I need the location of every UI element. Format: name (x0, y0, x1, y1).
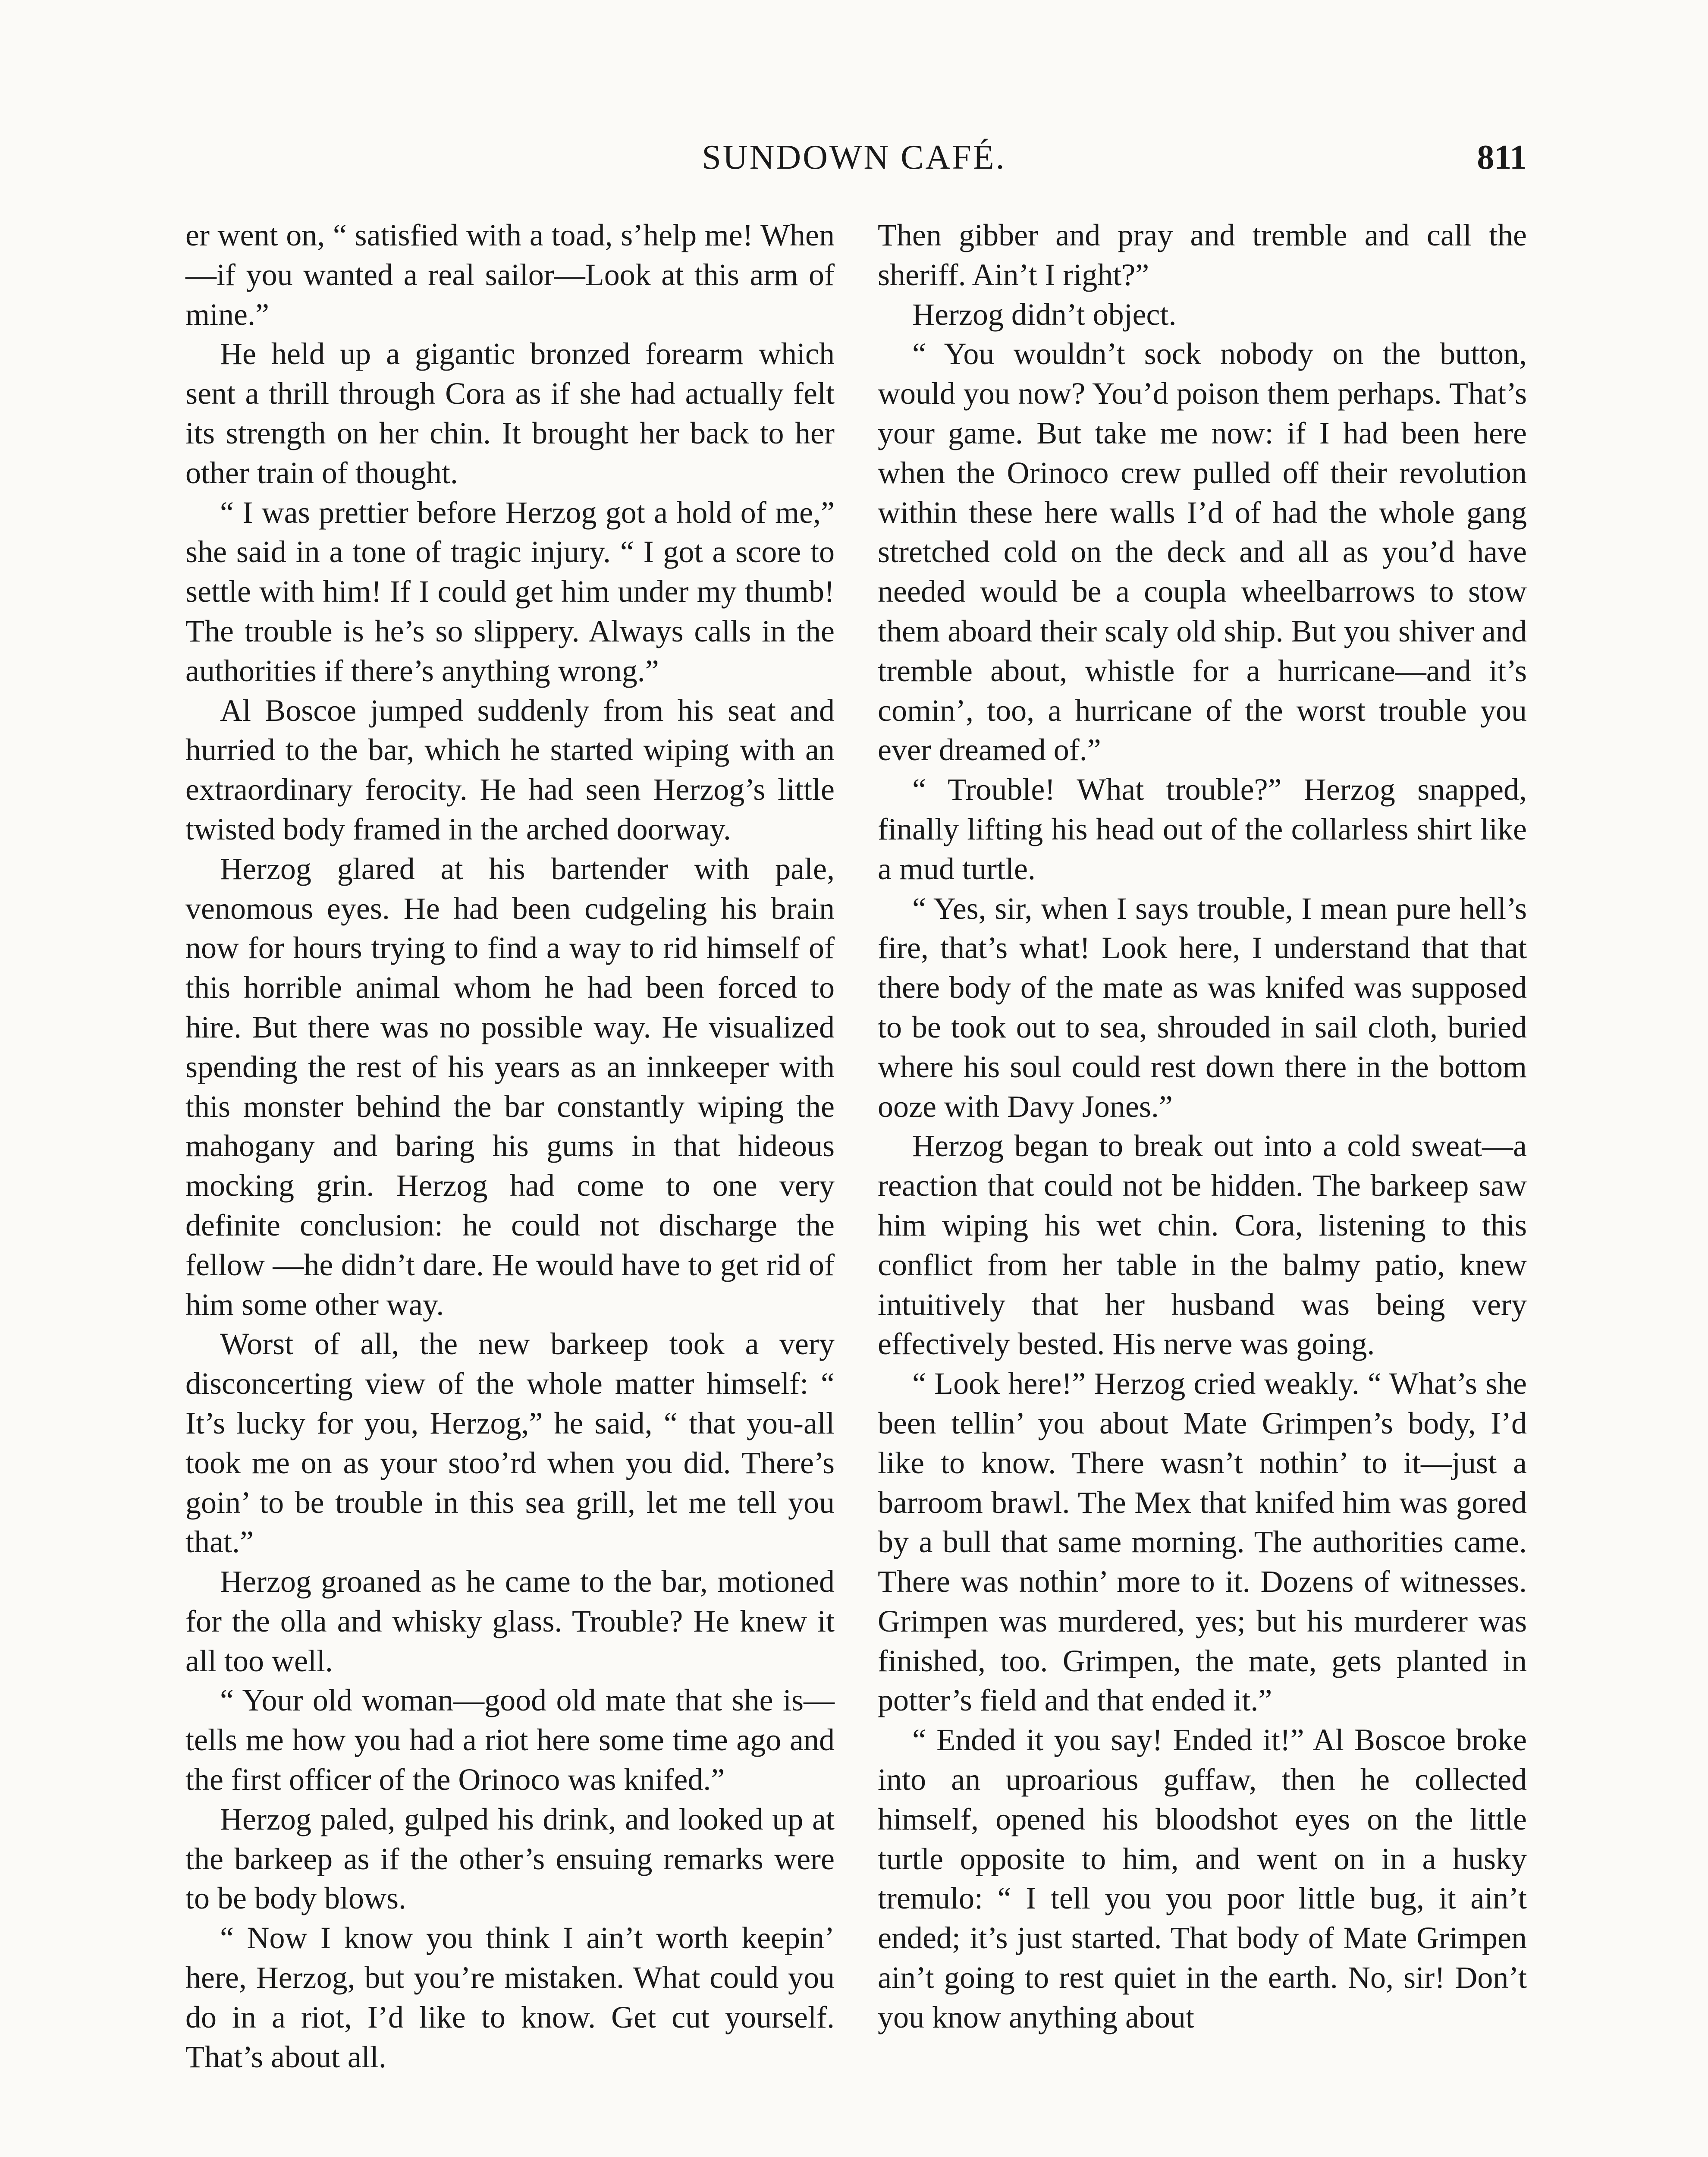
paragraph: “ Now I know you think I ain’t worth keepin’ here, Herzog, but you’re mistaken. What could you do in a riot, I’d like to know. Get cut yourself. That’s about all. (185, 1921, 835, 2074)
page-number: 811 (1477, 138, 1527, 176)
paragraph: Then gibber and pray and tremble and call the sheriff. Ain’t I right?” (878, 218, 1527, 292)
paragraph: “ Yes, sir, when I says trouble, I mean pure hell’s fire, that’s what! Look here, I understand that that there body of the mate as was knifed was supposed to be took out to sea, shrouded in sail cloth, buried where his soul could rest down there in the bottom ooze with Davy Jones.” (878, 891, 1527, 1124)
paragraph: “ Your old woman—good old mate that she is—tells me how you had a riot here some time ago and the first officer of the Orinoco was knifed.” (185, 1683, 835, 1797)
running-title: SUNDOWN CAFÉ. (702, 138, 1006, 176)
paragraph: Worst of all, the new barkeep took a very disconcerting view of the whole matter himself: “ It’s lucky for you, Herzog,” he said, “ that you-all took me on as your stoo’rd when you did. There’s goin’ to be trouble in this sea grill, let me tell you that.” (185, 1327, 835, 1560)
paragraph: Al Boscoe jumped suddenly from his seat and hurried to the bar, which he started wiping with an extraordinary ferocity. He had seen Herzog’s little twisted body framed in the arched doorway. (185, 693, 835, 846)
paragraph: Herzog began to break out into a cold sweat—a reaction that could not be hidden. The barkeep saw him wiping his wet chin. Cora, listening to this conflict from her table in the balmy patio, knew intuitively that her husband was being very effectively bested. His nerve was going. (878, 1129, 1527, 1361)
paragraph: Herzog paled, gulped his drink, and looked up at the barkeep as if the other’s ensuing remarks were to be body blows. (185, 1802, 835, 1916)
paragraph: He held up a gigantic bronzed forearm which sent a thrill through Cora as if she had actually felt its strength on her chin. It brought her back to her other train of thought. (185, 336, 835, 490)
paragraph: Herzog groaned as he came to the bar, motioned for the olla and whisky glass. Trouble? He knew it all too well. (185, 1564, 835, 1678)
paragraph: “ Look here!” Herzog cried weakly. “ What’s she been tellin’ you about Mate Grimpen’s body, I’d like to know. There wasn’t nothin’ to it—just a barroom brawl. The Mex that knifed him was gored by a bull that same morning. The authorities came. There was nothin’ more to it. Dozens of witnesses. Grimpen was murdered, yes; but his murderer was finished, too. Grimpen, the mate, gets planted in potter’s field and that ended it.” (878, 1366, 1527, 1718)
paragraph: “ I was prettier before Herzog got a hold of me,” she said in a tone of tragic injury. “ I got a score to settle with him! If I could get him under my thumb! The trouble is he’s so slippery. Always calls in the authorities if there’s anything wrong.” (185, 495, 835, 688)
right-column (878, 216, 1527, 2038)
page-header (181, 134, 1527, 186)
paragraph: “ You wouldn’t sock nobody on the button, would you now? You’d poison them perhaps. That’s your game. But take me now: if I had been here when the Orinoco crew pulled off their revolution within these here walls I’d of had the whole gang stretched cold on the deck and all as you’d have needed would be a coupla wheelbarrows to stow them aboard their scaly old ship. But you shiver and tremble about, whistle for a hurricane—and it’s comin’, too, a hurricane of the worst trouble you ever dreamed of.” (878, 336, 1527, 767)
left-column (185, 216, 835, 2077)
paragraph: Herzog glared at his bartender with pale, venomous eyes. He had been cudgeling his brain now for hours trying to find a way to rid himself of this horrible animal whom he had been forced to hire. But there was no possible way. He visualized spending the rest of his years as an innkeeper with this monster behind the bar constantly wiping the mahogany and baring his gums in that hideous mocking grin. Herzog had come to one very definite conclusion: he could not discharge the fellow —he didn’t dare. He would have to get rid of him some other way. (185, 851, 835, 1322)
paragraph: Herzog didn’t object. (912, 297, 1177, 332)
paragraph: “ Ended it you say! Ended it!” Al Boscoe broke into an uproarious guffaw, then he collected himself, opened his bloodshot eyes on the little turtle opposite to him, and went on in a husky tremulo: “ I tell you you poor little bug, it ain’t ended; it’s just started. That body of Mate Grimpen ain’t going to rest quiet in the earth. No, sir! Don’t you know anything about (878, 1723, 1527, 2034)
paragraph: er went on, “ satisfied with a toad, s’help me! When—if you wanted a real sailor—Look at this arm of mine.” (185, 218, 835, 332)
paragraph: “ Trouble! What trouble?” Herzog snapped, finally lifting his head out of the collarless shirt like a mud turtle. (878, 772, 1527, 886)
